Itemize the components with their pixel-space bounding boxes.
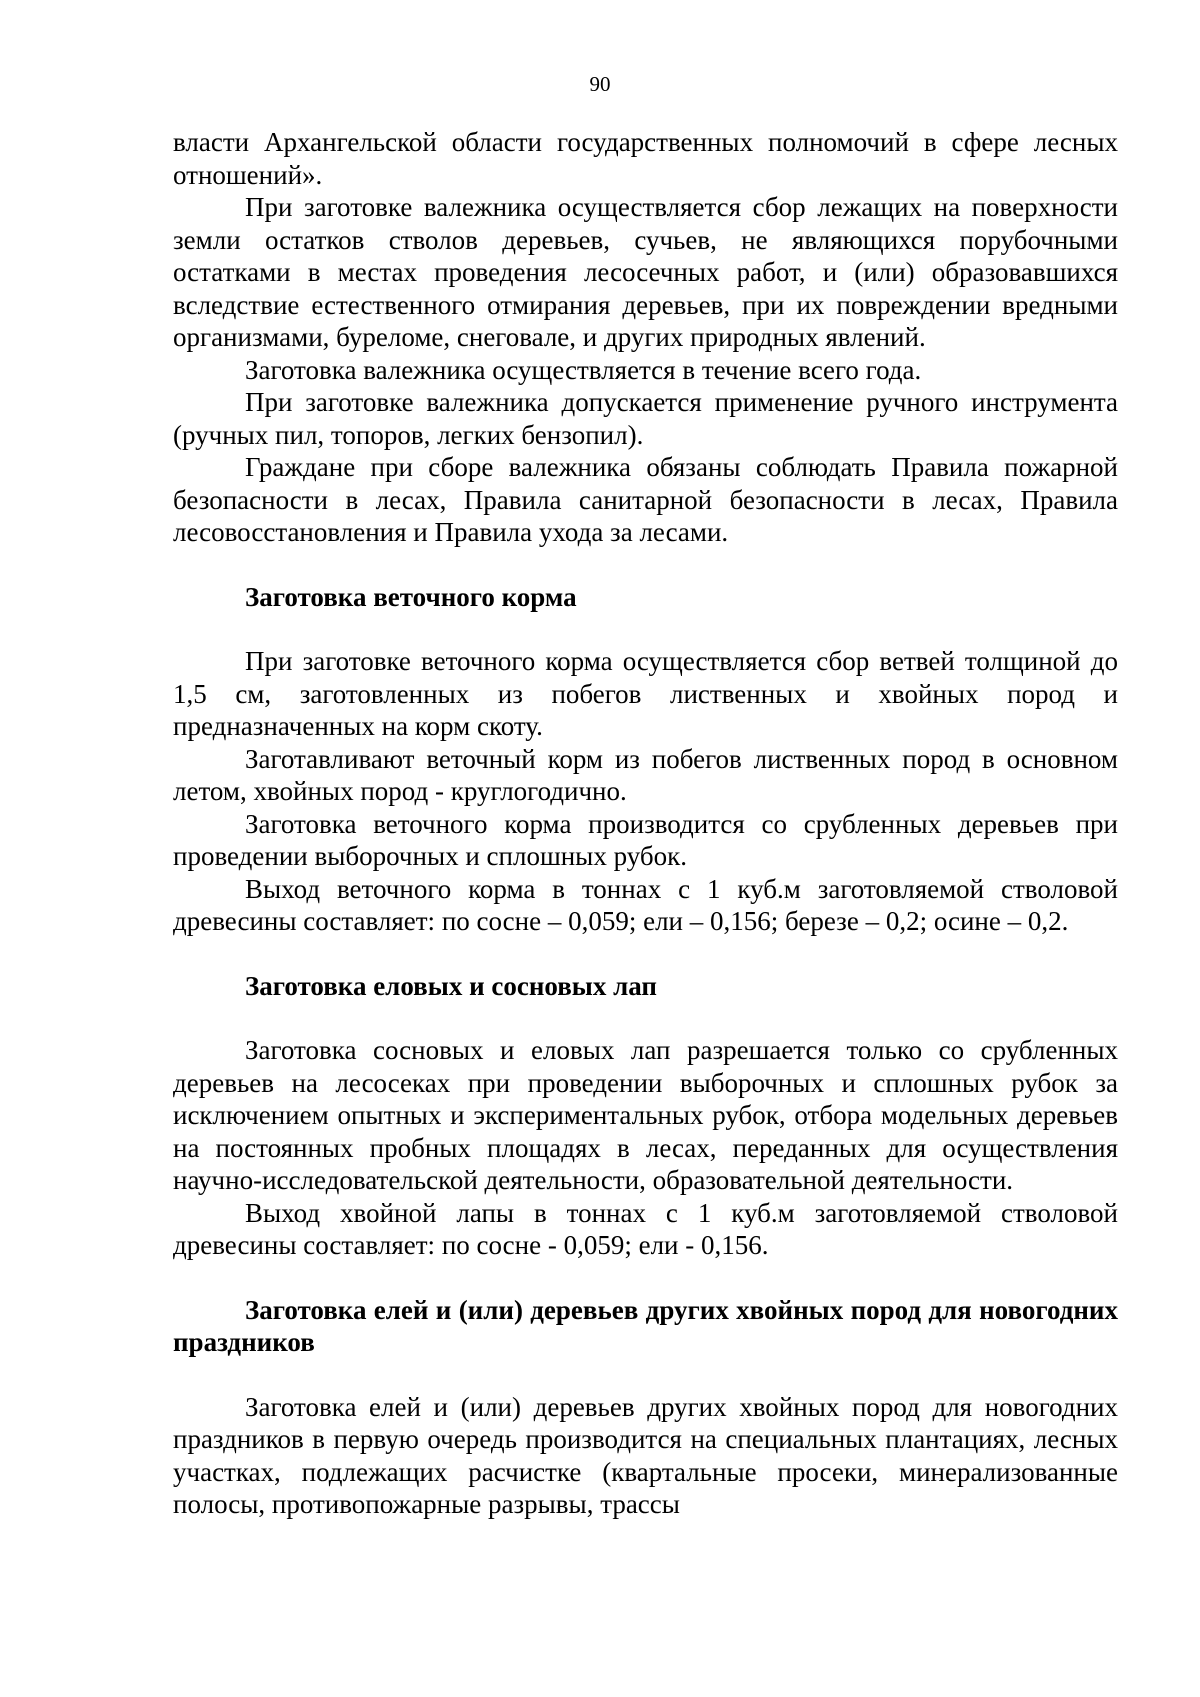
paragraph: При заготовке валежника осуществляется сбор лежащих на поверхности земли остатков стволов деревьев, сучьев, не являющихся порубочными остатками в местах проведения лесосечных работ, и (или) образовавшихся вследствие естественного отмирания деревьев, при их повреждении вредными организмами, буреломе, снеговале, и других природных явлений. [173,192,1118,352]
paragraph: Граждане при сборе валежника обязаны соблюдать Правила пожарной безопасности в лесах, Правила санитарной безопасности в лесах, Правила лесовосстановления и Правила ухода за лесами. [173,452,1118,547]
paragraph: Выход хвойной лапы в тоннах с 1 куб.м заготовляемой стволовой древесины составляет: по сосне - 0,059; ели - 0,156. [173,1197,1118,1260]
section-heading: Заготовка веточного корма [245,581,577,612]
paragraph: Заготавливают веточный корм из побегов лиственных пород в основном летом, хвойных пород - круглогодично. [173,743,1118,806]
paragraph: Заготовка валежника осуществляется в течение всего года. [245,354,922,385]
paragraph: Заготовка сосновых и еловых лап разрешается только со срубленных деревьев на лесосеках при проведении выборочных и сплошных рубок за исключением опытных и экспериментальных рубок, отбора модельных деревьев на постоянных пробных площадях в лесах, переданных для осуществления научно-исследовательской деятельности, образовательной деятельности. [173,1035,1118,1195]
section-heading: Заготовка еловых и сосновых лап [245,970,657,1001]
paragraph: Выход веточного корма в тоннах с 1 куб.м заготовляемой стволовой древесины составляет: по сосне – 0,059; ели – 0,156; березе – 0,2; осине – 0,2. [173,873,1118,936]
paragraph: власти Архангельской области государственных полномочий в сфере лесных отношений». [173,127,1118,190]
section-heading: Заготовка елей и (или) деревьев других хвойных пород для новогодних праздников [173,1294,1118,1357]
page-number: 90 [589,72,611,96]
paragraph: Заготовка елей и (или) деревьев других хвойных пород для новогодних праздников в первую очередь производится на специальных плантациях, лесных участках, подлежащих расчистке (квартальные просеки, минерализованные полосы, противопожарные разрывы, трассы [173,1391,1118,1519]
paragraph: Заготовка веточного корма производится со срубленных деревьев при проведении выборочных и сплошных рубок. [173,808,1118,871]
paragraph: При заготовке веточного корма осуществляется сбор ветвей толщиной до 1,5 см, заготовленных из побегов лиственных и хвойных пород и предназначенных на корм скоту. [173,646,1118,741]
page-content [173,126,1118,1521]
paragraph: При заготовке валежника допускается применение ручного инструмента (ручных пил, топоров, легких бензопил). [173,387,1118,450]
